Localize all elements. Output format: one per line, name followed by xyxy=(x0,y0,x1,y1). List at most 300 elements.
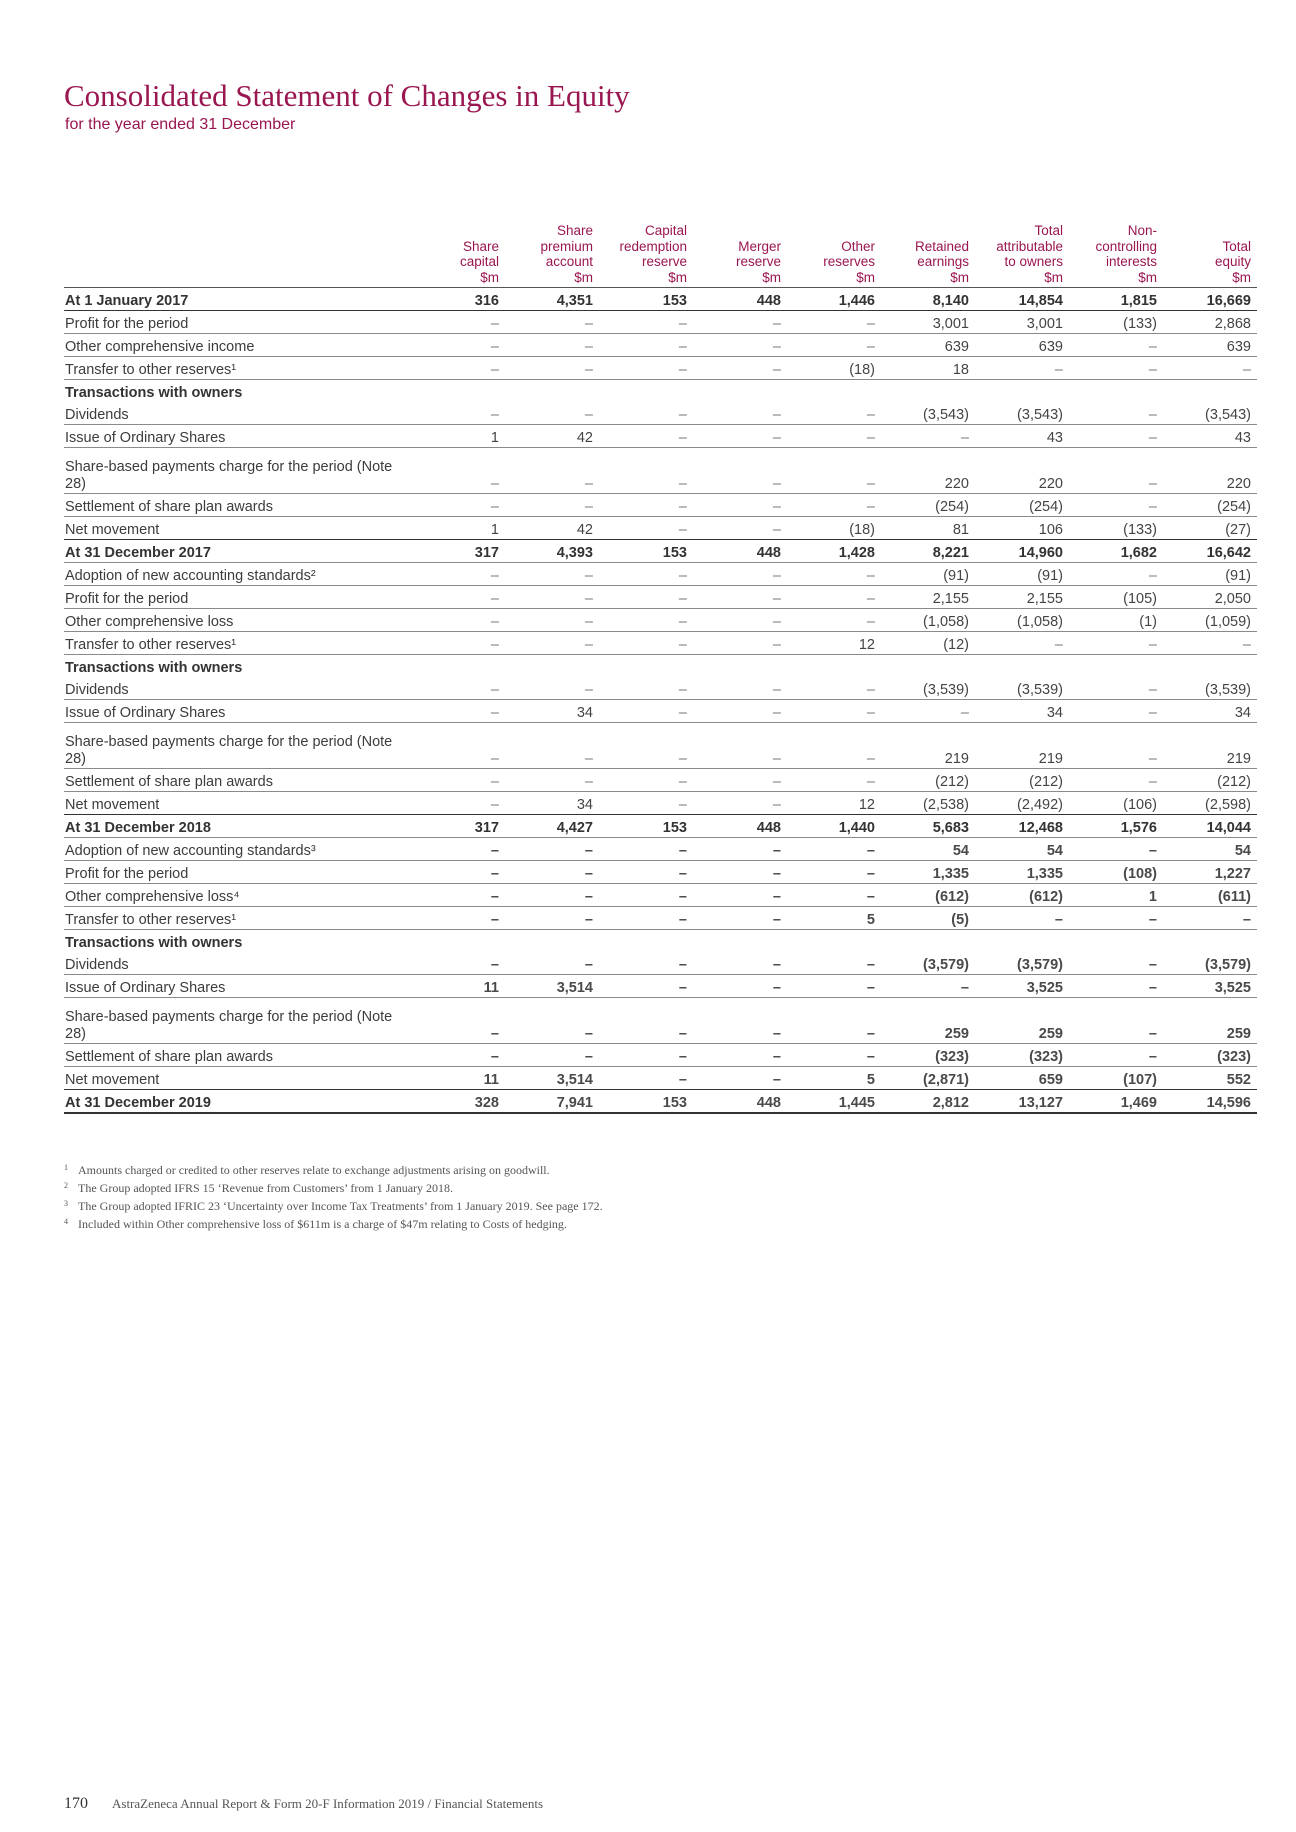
table-cell: – xyxy=(505,357,599,380)
table-cell: – xyxy=(411,632,505,655)
table-cell: – xyxy=(693,884,787,907)
table-cell: (3,543) xyxy=(1163,402,1257,425)
table-cell: (91) xyxy=(975,563,1069,586)
table-cell: 1,335 xyxy=(975,861,1069,884)
table-row xyxy=(64,861,1257,884)
table-cell xyxy=(693,930,787,953)
table-cell: – xyxy=(881,700,975,723)
table-cell: – xyxy=(505,494,599,517)
table-row xyxy=(64,998,1257,1044)
table-cell: – xyxy=(411,723,505,769)
table-row xyxy=(64,357,1257,380)
table-cell: (91) xyxy=(1163,563,1257,586)
row-label: Net movement xyxy=(64,792,411,815)
table-cell: (3,539) xyxy=(881,677,975,700)
table-cell: 1,428 xyxy=(787,540,881,563)
table-cell: – xyxy=(1069,700,1163,723)
table-cell: – xyxy=(787,1044,881,1067)
table-cell: – xyxy=(1069,838,1163,861)
row-label: Issue of Ordinary Shares xyxy=(64,975,411,998)
table-cell: – xyxy=(787,861,881,884)
table-cell: – xyxy=(693,334,787,357)
row-label: Dividends xyxy=(64,952,411,975)
table-cell: – xyxy=(787,884,881,907)
table-cell: (105) xyxy=(1069,586,1163,609)
column-header: Merger reserve $m xyxy=(693,223,787,288)
row-label: At 1 January 2017 xyxy=(64,288,411,311)
table-cell xyxy=(1069,930,1163,953)
table-cell: 12 xyxy=(787,632,881,655)
table-cell: 16,669 xyxy=(1163,288,1257,311)
table-cell: (612) xyxy=(975,884,1069,907)
table-cell xyxy=(881,930,975,953)
table-cell: 42 xyxy=(505,425,599,448)
table-body xyxy=(64,288,1257,1114)
table-cell: – xyxy=(1069,1044,1163,1067)
table-cell: – xyxy=(975,907,1069,930)
table-cell: – xyxy=(787,952,881,975)
table-cell: – xyxy=(1069,334,1163,357)
table-cell: – xyxy=(787,311,881,334)
row-label: Other comprehensive income xyxy=(64,334,411,357)
table-cell: – xyxy=(693,907,787,930)
column-header: Non- controlling interests $m xyxy=(1069,223,1163,288)
table-cell: 42 xyxy=(505,517,599,540)
table-cell: – xyxy=(693,586,787,609)
row-label: Dividends xyxy=(64,677,411,700)
table-cell: – xyxy=(411,998,505,1044)
table-cell: – xyxy=(1069,632,1163,655)
table-cell: – xyxy=(1069,952,1163,975)
table-cell: 14,596 xyxy=(1163,1090,1257,1114)
table-cell: – xyxy=(599,632,693,655)
table-cell: – xyxy=(411,311,505,334)
footnote-text: Included within Other comprehensive loss of $611m is a charge of $47m relating to Costs of hedging. xyxy=(78,1217,567,1231)
table-cell: 3,514 xyxy=(505,1067,599,1090)
table-cell: (2,538) xyxy=(881,792,975,815)
table-cell: 153 xyxy=(599,1090,693,1114)
table-cell: 18 xyxy=(881,357,975,380)
table-cell: (212) xyxy=(881,769,975,792)
table-cell: 14,044 xyxy=(1163,815,1257,838)
footnote-number: 2 xyxy=(64,1181,68,1190)
table-cell: – xyxy=(787,334,881,357)
table-cell: 153 xyxy=(599,288,693,311)
table-cell xyxy=(1163,655,1257,678)
table-cell: 259 xyxy=(1163,998,1257,1044)
table-row xyxy=(64,494,1257,517)
table-cell: 43 xyxy=(975,425,1069,448)
table-row xyxy=(64,563,1257,586)
table-row xyxy=(64,884,1257,907)
table-cell xyxy=(1069,655,1163,678)
table-cell: 2,050 xyxy=(1163,586,1257,609)
table-cell xyxy=(505,380,599,403)
column-header: Capital redemption reserve $m xyxy=(599,223,693,288)
footnote-number: 1 xyxy=(64,1163,68,1172)
table-cell: – xyxy=(411,861,505,884)
table-cell: – xyxy=(693,1067,787,1090)
table-cell: 8,140 xyxy=(881,288,975,311)
table-cell: 1,576 xyxy=(1069,815,1163,838)
table-cell: 3,514 xyxy=(505,975,599,998)
table-cell: (3,543) xyxy=(975,402,1069,425)
table-cell: (3,579) xyxy=(975,952,1069,975)
table-cell: – xyxy=(1069,425,1163,448)
table-cell: 220 xyxy=(975,448,1069,494)
table-cell: – xyxy=(787,425,881,448)
table-cell: – xyxy=(599,792,693,815)
table-cell: – xyxy=(411,563,505,586)
table-cell xyxy=(975,655,1069,678)
table-row xyxy=(64,907,1257,930)
table-cell: 3,001 xyxy=(975,311,1069,334)
column-header: Total equity $m xyxy=(1163,223,1257,288)
table-cell: 659 xyxy=(975,1067,1069,1090)
table-cell: – xyxy=(693,975,787,998)
table-cell: – xyxy=(411,586,505,609)
table-cell xyxy=(505,655,599,678)
table-cell: (254) xyxy=(1163,494,1257,517)
table-cell: – xyxy=(1069,769,1163,792)
table-cell: – xyxy=(787,494,881,517)
table-cell: 317 xyxy=(411,540,505,563)
table-cell: 1 xyxy=(411,517,505,540)
table-cell: 220 xyxy=(881,448,975,494)
table-cell: – xyxy=(599,563,693,586)
table-cell: (133) xyxy=(1069,517,1163,540)
table-cell xyxy=(411,930,505,953)
table-cell: (254) xyxy=(975,494,1069,517)
table-row xyxy=(64,1044,1257,1067)
table-cell: – xyxy=(693,952,787,975)
table-cell: – xyxy=(505,448,599,494)
table-cell xyxy=(1163,380,1257,403)
table-cell: – xyxy=(411,448,505,494)
table-cell: – xyxy=(505,586,599,609)
table-row xyxy=(64,334,1257,357)
row-label: Transfer to other reserves¹ xyxy=(64,632,411,655)
table-cell: – xyxy=(505,723,599,769)
table-cell: – xyxy=(505,677,599,700)
table-row xyxy=(64,448,1257,494)
table-cell xyxy=(411,380,505,403)
table-cell: 1,815 xyxy=(1069,288,1163,311)
table-cell: (27) xyxy=(1163,517,1257,540)
table-cell xyxy=(787,380,881,403)
table-cell: 11 xyxy=(411,975,505,998)
table-cell: 11 xyxy=(411,1067,505,1090)
page-title: Consolidated Statement of Changes in Equity xyxy=(64,78,630,113)
page-footer xyxy=(64,1795,543,1813)
table-cell: – xyxy=(505,632,599,655)
table-cell: – xyxy=(505,402,599,425)
table-cell: – xyxy=(1069,563,1163,586)
table-cell xyxy=(975,380,1069,403)
table-cell xyxy=(599,655,693,678)
page-subtitle: for the year ended 31 December xyxy=(65,116,296,133)
column-header: Other reserves $m xyxy=(787,223,881,288)
table-cell: – xyxy=(787,700,881,723)
table-row xyxy=(64,380,1257,403)
table-row xyxy=(64,930,1257,953)
table-cell: (108) xyxy=(1069,861,1163,884)
table-cell: – xyxy=(505,952,599,975)
table-cell: (323) xyxy=(975,1044,1069,1067)
table-cell: 1,682 xyxy=(1069,540,1163,563)
table-cell: 14,960 xyxy=(975,540,1069,563)
table-cell: – xyxy=(787,998,881,1044)
row-label: Share-based payments charge for the period (Note 28) xyxy=(64,448,411,494)
table-cell: – xyxy=(693,700,787,723)
table-cell: 1,469 xyxy=(1069,1090,1163,1114)
table-cell: – xyxy=(693,792,787,815)
table-cell: – xyxy=(505,1044,599,1067)
table-cell: – xyxy=(599,677,693,700)
table-cell: 34 xyxy=(505,792,599,815)
table-cell: 1 xyxy=(411,425,505,448)
table-cell: – xyxy=(411,700,505,723)
table-cell: – xyxy=(411,494,505,517)
table-cell xyxy=(787,655,881,678)
table-cell: (3,539) xyxy=(1163,677,1257,700)
table-cell: – xyxy=(411,357,505,380)
table-cell: 34 xyxy=(1163,700,1257,723)
table-cell: – xyxy=(411,1044,505,1067)
table-row xyxy=(64,609,1257,632)
table-cell: – xyxy=(411,609,505,632)
footnotes xyxy=(64,1160,603,1232)
row-label: Net movement xyxy=(64,1067,411,1090)
table-cell: – xyxy=(599,402,693,425)
table-cell: – xyxy=(411,952,505,975)
table-cell: – xyxy=(505,563,599,586)
table-cell: 448 xyxy=(693,815,787,838)
table-cell: – xyxy=(599,517,693,540)
table-cell xyxy=(881,655,975,678)
table-cell: – xyxy=(881,975,975,998)
table-cell: 7,941 xyxy=(505,1090,599,1114)
table-row xyxy=(64,792,1257,815)
footnote xyxy=(64,1214,603,1232)
table-cell: – xyxy=(411,402,505,425)
table-row xyxy=(64,838,1257,861)
table-cell xyxy=(505,930,599,953)
table-cell: 13,127 xyxy=(975,1090,1069,1114)
table-cell: – xyxy=(599,334,693,357)
table-cell: – xyxy=(1069,448,1163,494)
table-cell: (212) xyxy=(975,769,1069,792)
table-cell: 448 xyxy=(693,1090,787,1114)
table-row xyxy=(64,288,1257,311)
column-header: Share premium account $m xyxy=(505,223,599,288)
table-cell: 1,445 xyxy=(787,1090,881,1114)
table-cell: – xyxy=(693,632,787,655)
table-cell: (2,598) xyxy=(1163,792,1257,815)
table-cell: 328 xyxy=(411,1090,505,1114)
table-cell: – xyxy=(599,494,693,517)
table-cell: – xyxy=(505,884,599,907)
table-cell: – xyxy=(975,357,1069,380)
table-cell: 54 xyxy=(881,838,975,861)
row-label: Transfer to other reserves¹ xyxy=(64,357,411,380)
table-cell: – xyxy=(1163,907,1257,930)
table-row xyxy=(64,677,1257,700)
table-cell: – xyxy=(787,838,881,861)
table-cell: (611) xyxy=(1163,884,1257,907)
table-cell: (107) xyxy=(1069,1067,1163,1090)
table-cell: – xyxy=(693,494,787,517)
column-header-label xyxy=(64,223,411,288)
table-cell: – xyxy=(599,1067,693,1090)
table-cell: – xyxy=(1163,357,1257,380)
footnote-text: Amounts charged or credited to other reserves relate to exchange adjustments arising on goodwill. xyxy=(78,1163,550,1177)
table-cell: – xyxy=(599,907,693,930)
table-cell: – xyxy=(599,357,693,380)
table-cell: – xyxy=(787,609,881,632)
table-cell: 4,393 xyxy=(505,540,599,563)
table-cell: 153 xyxy=(599,815,693,838)
footnote-number: 3 xyxy=(64,1199,68,1208)
row-label: Transactions with owners xyxy=(65,660,243,676)
table-row xyxy=(64,700,1257,723)
table-cell: 1,446 xyxy=(787,288,881,311)
table-cell: 259 xyxy=(881,998,975,1044)
table-cell: (323) xyxy=(881,1044,975,1067)
table-row xyxy=(64,655,1257,678)
table-row xyxy=(64,632,1257,655)
footnote-text: The Group adopted IFRS 15 ‘Revenue from Customers’ from 1 January 2018. xyxy=(78,1181,454,1195)
table-cell: 1,227 xyxy=(1163,861,1257,884)
table-cell: – xyxy=(599,884,693,907)
table-cell: 2,155 xyxy=(881,586,975,609)
column-header: Retained earnings $m xyxy=(881,223,975,288)
table-cell: (1,058) xyxy=(881,609,975,632)
row-label: Share-based payments charge for the period (Note 28) xyxy=(64,998,411,1044)
table-cell: 106 xyxy=(975,517,1069,540)
table-cell: – xyxy=(693,1044,787,1067)
table-cell: 4,351 xyxy=(505,288,599,311)
table-row xyxy=(64,425,1257,448)
row-label: Dividends xyxy=(64,402,411,425)
table-cell: – xyxy=(787,402,881,425)
row-label: At 31 December 2017 xyxy=(64,540,411,563)
table-cell: – xyxy=(599,700,693,723)
table-cell xyxy=(599,930,693,953)
table-cell: 219 xyxy=(975,723,1069,769)
table-cell: 5,683 xyxy=(881,815,975,838)
table-cell: – xyxy=(599,448,693,494)
table-cell: – xyxy=(599,769,693,792)
table-cell: 2,868 xyxy=(1163,311,1257,334)
table-cell: – xyxy=(505,311,599,334)
table-cell: – xyxy=(693,357,787,380)
table-cell: – xyxy=(693,677,787,700)
table-cell xyxy=(693,655,787,678)
table-cell: – xyxy=(975,632,1069,655)
row-label: Share-based payments charge for the period (Note 28) xyxy=(64,723,411,769)
table-cell: 5 xyxy=(787,907,881,930)
table-cell: (91) xyxy=(881,563,975,586)
table-cell: – xyxy=(693,425,787,448)
table-cell: – xyxy=(505,769,599,792)
table-cell: – xyxy=(787,723,881,769)
table-cell: – xyxy=(411,907,505,930)
row-label: Issue of Ordinary Shares xyxy=(64,425,411,448)
table-cell: – xyxy=(599,838,693,861)
row-label: Settlement of share plan awards xyxy=(64,769,411,792)
table-cell: 8,221 xyxy=(881,540,975,563)
table-cell: – xyxy=(693,838,787,861)
footer-text: AstraZeneca Annual Report & Form 20-F Information 2019 / Financial Statements xyxy=(112,1796,544,1811)
table-row xyxy=(64,311,1257,334)
table-cell: – xyxy=(693,402,787,425)
table-cell: 1,440 xyxy=(787,815,881,838)
row-label: Profit for the period xyxy=(64,311,411,334)
table-cell: – xyxy=(505,334,599,357)
table-cell xyxy=(599,380,693,403)
table-cell: – xyxy=(881,425,975,448)
table-cell: (3,539) xyxy=(975,677,1069,700)
table-cell: (18) xyxy=(787,357,881,380)
table-cell: – xyxy=(693,998,787,1044)
table-cell: – xyxy=(411,792,505,815)
table-cell xyxy=(693,380,787,403)
table-cell: – xyxy=(1069,975,1163,998)
table-row xyxy=(64,586,1257,609)
table-cell: (3,543) xyxy=(881,402,975,425)
table-cell: 2,812 xyxy=(881,1090,975,1114)
table-cell: 639 xyxy=(975,334,1069,357)
table-cell: – xyxy=(1163,632,1257,655)
table-cell: – xyxy=(693,311,787,334)
table-cell: (1,058) xyxy=(975,609,1069,632)
table-cell: – xyxy=(505,609,599,632)
table-cell: – xyxy=(1069,907,1163,930)
table-cell: 12 xyxy=(787,792,881,815)
row-label: At 31 December 2018 xyxy=(64,815,411,838)
column-header: Total attributable to owners $m xyxy=(975,223,1069,288)
table-cell: – xyxy=(1069,723,1163,769)
table-cell: 448 xyxy=(693,540,787,563)
table-cell: 16,642 xyxy=(1163,540,1257,563)
table-cell: (18) xyxy=(787,517,881,540)
table-cell: 3,525 xyxy=(1163,975,1257,998)
row-label: Profit for the period xyxy=(64,861,411,884)
table-cell: – xyxy=(787,586,881,609)
table-cell: (3,579) xyxy=(881,952,975,975)
table-cell: (133) xyxy=(1069,311,1163,334)
row-label: Transactions with owners xyxy=(65,385,243,401)
table-cell: 12,468 xyxy=(975,815,1069,838)
table-cell xyxy=(787,930,881,953)
table-cell: (106) xyxy=(1069,792,1163,815)
table-row xyxy=(64,540,1257,563)
table-cell: – xyxy=(693,563,787,586)
table-cell: – xyxy=(411,769,505,792)
table-header-row xyxy=(64,223,1257,288)
equity-table xyxy=(64,223,1257,1114)
table-cell: 1 xyxy=(1069,884,1163,907)
table-cell: (1,059) xyxy=(1163,609,1257,632)
table-cell: 54 xyxy=(1163,838,1257,861)
table-cell: – xyxy=(411,334,505,357)
table-cell: – xyxy=(599,311,693,334)
table-cell: – xyxy=(411,838,505,861)
table-cell: – xyxy=(505,907,599,930)
table-cell: – xyxy=(1069,402,1163,425)
table-cell xyxy=(1069,380,1163,403)
